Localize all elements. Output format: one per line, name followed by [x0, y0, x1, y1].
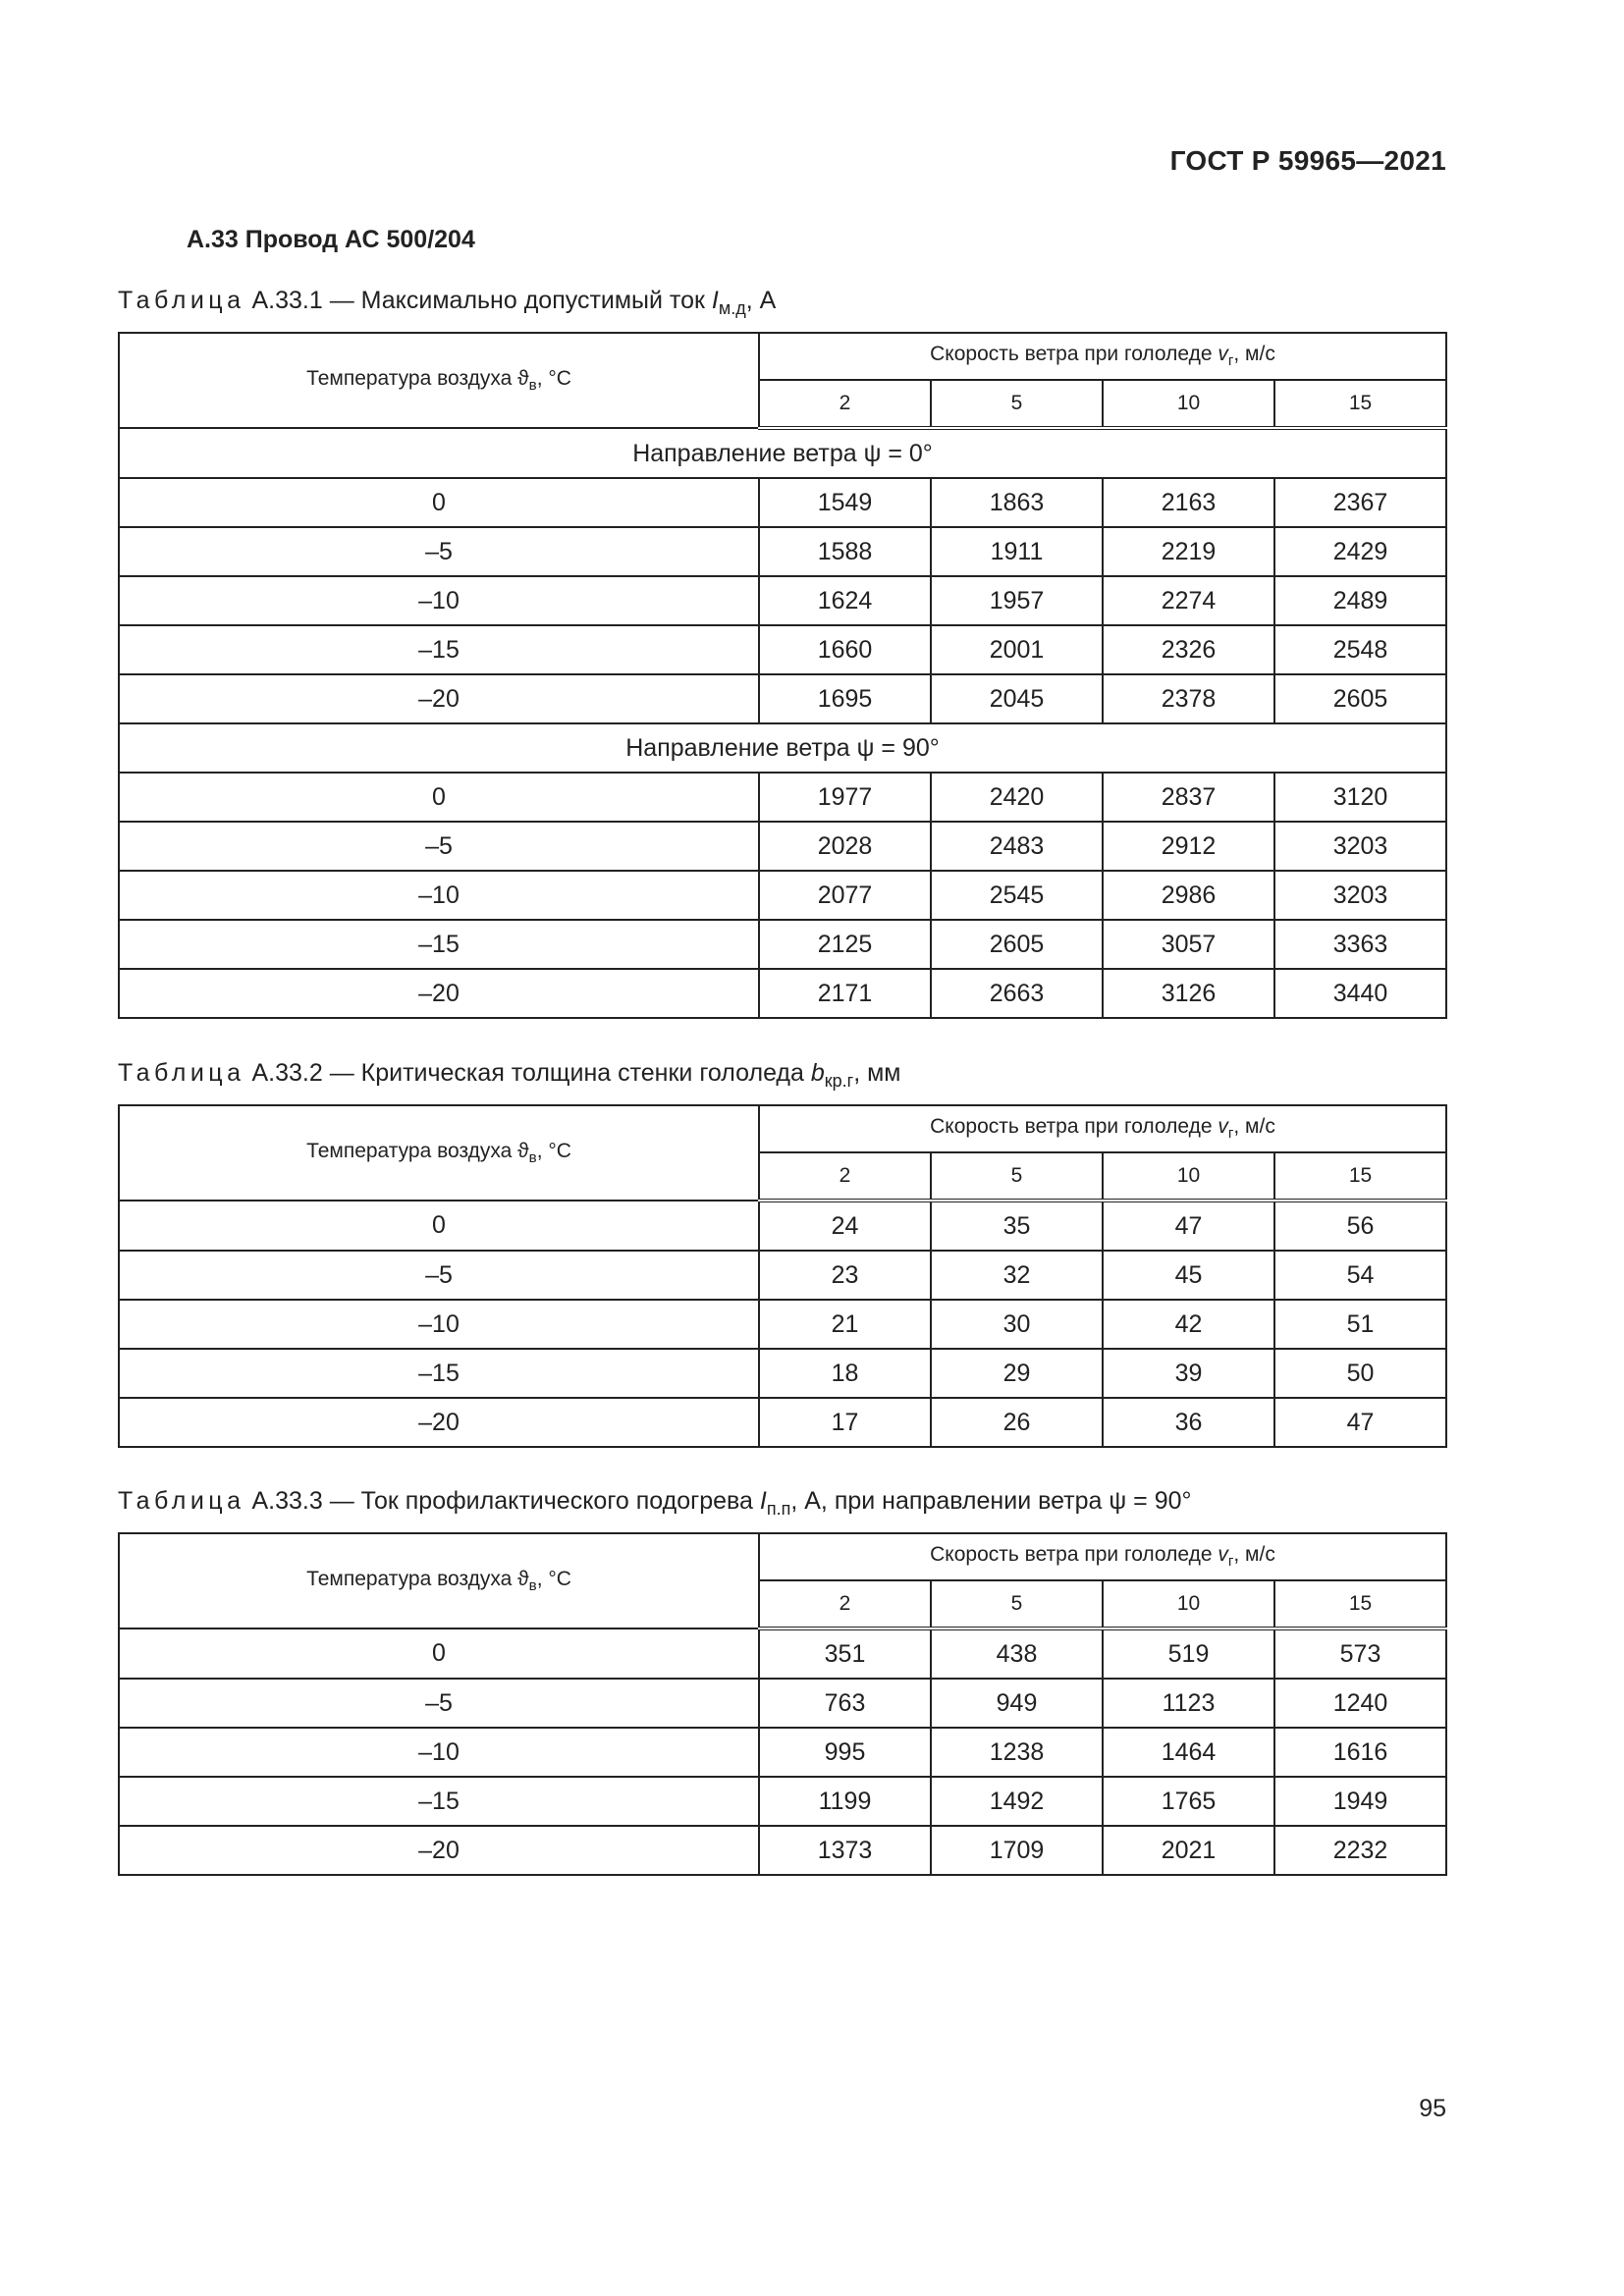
- table-row: [119, 773, 1446, 822]
- cell-value: 1588: [759, 527, 931, 576]
- table-row: [119, 1349, 1446, 1398]
- cell-value: 2429: [1274, 527, 1446, 576]
- cell-value: 2274: [1103, 576, 1274, 625]
- cell-value: 2219: [1103, 527, 1274, 576]
- cell-temperature: –20: [119, 969, 759, 1018]
- cell-value: 2378: [1103, 674, 1274, 723]
- cell-value: 3440: [1274, 969, 1446, 1018]
- caption-text: А.33.2 — Критическая толщина стенки гололеда: [251, 1059, 811, 1087]
- cell-value: 30: [931, 1300, 1103, 1349]
- table-row: [119, 920, 1446, 969]
- cell-value: 2663: [931, 969, 1103, 1018]
- header-wind-speed: Скорость ветра при гололеде $v_г$, м/с: [759, 1105, 1446, 1152]
- table-preventive-heating-current: [118, 1532, 1447, 1876]
- cell-value: 2483: [931, 822, 1103, 871]
- table-max-current: [118, 332, 1447, 1019]
- cell-value: 32: [931, 1251, 1103, 1300]
- cell-value: 36: [1103, 1398, 1274, 1447]
- table-row: [119, 969, 1446, 1018]
- group-label: Направление ветра ψ = 90°: [119, 723, 1446, 773]
- cell-value: 2545: [931, 871, 1103, 920]
- cell-value: 1373: [759, 1826, 931, 1875]
- caption-subscript: кр.г: [824, 1071, 854, 1091]
- table-body: [119, 1201, 1446, 1447]
- caption-subscript: п.п: [766, 1499, 791, 1519]
- cell-value: 995: [759, 1728, 931, 1777]
- caption-subscript: м.д: [718, 298, 746, 318]
- cell-temperature: –5: [119, 1251, 759, 1300]
- table-row: [119, 478, 1446, 527]
- cell-value: 573: [1274, 1629, 1446, 1679]
- group-row: [119, 723, 1446, 773]
- table-row: [119, 1728, 1446, 1777]
- cell-value: 1616: [1274, 1728, 1446, 1777]
- header-speed: 10: [1103, 1580, 1274, 1629]
- table-body: [119, 428, 1446, 1018]
- cell-value: 2837: [1103, 773, 1274, 822]
- header-speed: 15: [1274, 1580, 1446, 1629]
- cell-value: 3203: [1274, 871, 1446, 920]
- cell-value: 24: [759, 1201, 931, 1251]
- table-row: [119, 527, 1446, 576]
- cell-value: 1709: [931, 1826, 1103, 1875]
- caption-text: А.33.1 — Максимально допустимый ток: [251, 287, 712, 314]
- header-speed: 10: [1103, 380, 1274, 428]
- cell-value: 1492: [931, 1777, 1103, 1826]
- cell-value: 2077: [759, 871, 931, 920]
- cell-value: 42: [1103, 1300, 1274, 1349]
- cell-value: 17: [759, 1398, 931, 1447]
- cell-value: 2986: [1103, 871, 1274, 920]
- header-temperature: Температура воздуха $ϑ_в$, °C: [119, 1105, 759, 1201]
- cell-value: 1911: [931, 527, 1103, 576]
- table-row: [119, 1777, 1446, 1826]
- caption-symbol: I: [711, 287, 719, 314]
- cell-value: 21: [759, 1300, 931, 1349]
- cell-value: 2125: [759, 920, 931, 969]
- header-temperature: Температура воздуха $ϑ_в$, °C: [119, 1533, 759, 1629]
- cell-value: 45: [1103, 1251, 1274, 1300]
- cell-value: 39: [1103, 1349, 1274, 1398]
- cell-value: 1549: [759, 478, 931, 527]
- cell-value: 2001: [931, 625, 1103, 674]
- table-row: [119, 1629, 1446, 1679]
- cell-value: 1240: [1274, 1679, 1446, 1728]
- cell-value: 2489: [1274, 576, 1446, 625]
- cell-value: 1695: [759, 674, 931, 723]
- cell-temperature: –15: [119, 920, 759, 969]
- cell-value: 1199: [759, 1777, 931, 1826]
- header-wind-speed: Скорость ветра при гололеде $v_г$, м/с: [759, 333, 1446, 380]
- cell-value: 3057: [1103, 920, 1274, 969]
- header-speed: 5: [931, 1152, 1103, 1201]
- cell-value: 29: [931, 1349, 1103, 1398]
- header-temperature: Температура воздуха $ϑ_в$, °C: [119, 333, 759, 428]
- caption-symbol: I: [759, 1487, 767, 1515]
- cell-value: 1660: [759, 625, 931, 674]
- header-speed: 5: [931, 1580, 1103, 1629]
- caption-unit: , мм: [853, 1059, 901, 1087]
- table-row: [119, 674, 1446, 723]
- cell-value: 2021: [1103, 1826, 1274, 1875]
- header-speed: 5: [931, 380, 1103, 428]
- cell-value: 2548: [1274, 625, 1446, 674]
- table-row: [119, 822, 1446, 871]
- cell-temperature: –20: [119, 1398, 759, 1447]
- table-row: [119, 576, 1446, 625]
- cell-value: 50: [1274, 1349, 1446, 1398]
- cell-value: 438: [931, 1629, 1103, 1679]
- table-row: [119, 1679, 1446, 1728]
- cell-value: 35: [931, 1201, 1103, 1251]
- cell-value: 1977: [759, 773, 931, 822]
- cell-value: 2605: [931, 920, 1103, 969]
- cell-value: 949: [931, 1679, 1103, 1728]
- cell-value: 3126: [1103, 969, 1274, 1018]
- header-speed: 2: [759, 1152, 931, 1201]
- cell-value: 51: [1274, 1300, 1446, 1349]
- cell-value: 2171: [759, 969, 931, 1018]
- cell-value: 1624: [759, 576, 931, 625]
- cell-value: 2232: [1274, 1826, 1446, 1875]
- document-code: ГОСТ Р 59965—2021: [1169, 145, 1446, 176]
- cell-temperature: 0: [119, 773, 759, 822]
- cell-value: 54: [1274, 1251, 1446, 1300]
- cell-temperature: –5: [119, 527, 759, 576]
- caption-symbol: b: [810, 1059, 825, 1087]
- cell-value: 2912: [1103, 822, 1274, 871]
- table-row: [119, 1300, 1446, 1349]
- cell-value: 1957: [931, 576, 1103, 625]
- cell-value: 351: [759, 1629, 931, 1679]
- cell-value: 1765: [1103, 1777, 1274, 1826]
- table-critical-ice-thickness: [118, 1104, 1447, 1448]
- cell-temperature: 0: [119, 478, 759, 527]
- page-number: 95: [1419, 2095, 1446, 2122]
- table-row: [119, 1826, 1446, 1875]
- cell-value: 2367: [1274, 478, 1446, 527]
- cell-value: 1123: [1103, 1679, 1274, 1728]
- group-label: Направление ветра ψ = 0°: [119, 428, 1446, 478]
- header-speed: 15: [1274, 380, 1446, 428]
- cell-temperature: –15: [119, 1349, 759, 1398]
- table-row: [119, 1398, 1446, 1447]
- cell-value: 2163: [1103, 478, 1274, 527]
- cell-value: 2605: [1274, 674, 1446, 723]
- cell-temperature: –10: [119, 871, 759, 920]
- cell-temperature: –10: [119, 1300, 759, 1349]
- header-wind-speed: Скорость ветра при гололеде $v_г$, м/с: [759, 1533, 1446, 1580]
- cell-value: 1238: [931, 1728, 1103, 1777]
- table-caption: [118, 1487, 1192, 1520]
- cell-value: 3203: [1274, 822, 1446, 871]
- cell-temperature: –10: [119, 576, 759, 625]
- caption-label: Таблица: [118, 1487, 245, 1515]
- cell-value: 2028: [759, 822, 931, 871]
- header-speed: 2: [759, 1580, 931, 1629]
- caption-label: Таблица: [118, 287, 245, 314]
- cell-value: 1949: [1274, 1777, 1446, 1826]
- cell-temperature: 0: [119, 1201, 759, 1251]
- cell-value: 3363: [1274, 920, 1446, 969]
- caption-unit: , А: [745, 287, 777, 314]
- cell-value: 18: [759, 1349, 931, 1398]
- cell-value: 1464: [1103, 1728, 1274, 1777]
- cell-temperature: –15: [119, 625, 759, 674]
- group-row: [119, 428, 1446, 478]
- header-speed: 2: [759, 380, 931, 428]
- cell-value: 47: [1103, 1201, 1274, 1251]
- cell-value: 26: [931, 1398, 1103, 1447]
- caption-text: А.33.3 — Ток профилактического подогрева: [251, 1487, 760, 1515]
- caption-unit: , А, при направлении ветра ψ = 90°: [790, 1487, 1192, 1515]
- cell-temperature: –5: [119, 1679, 759, 1728]
- cell-value: 2326: [1103, 625, 1274, 674]
- cell-temperature: –15: [119, 1777, 759, 1826]
- cell-value: 23: [759, 1251, 931, 1300]
- cell-temperature: 0: [119, 1629, 759, 1679]
- cell-value: 2420: [931, 773, 1103, 822]
- table-row: [119, 871, 1446, 920]
- table-row: [119, 1251, 1446, 1300]
- section-title: А.33 Провод АС 500/204: [187, 226, 475, 253]
- cell-temperature: –10: [119, 1728, 759, 1777]
- cell-value: 3120: [1274, 773, 1446, 822]
- caption-label: Таблица: [118, 1059, 245, 1087]
- cell-value: 2045: [931, 674, 1103, 723]
- cell-value: 56: [1274, 1201, 1446, 1251]
- table-caption: [118, 1059, 901, 1092]
- cell-value: 763: [759, 1679, 931, 1728]
- table-row: [119, 625, 1446, 674]
- header-speed: 10: [1103, 1152, 1274, 1201]
- table-body: [119, 1629, 1446, 1875]
- table-row: [119, 1201, 1446, 1251]
- cell-value: 519: [1103, 1629, 1274, 1679]
- table-caption: [118, 287, 776, 319]
- cell-temperature: –5: [119, 822, 759, 871]
- header-speed: 15: [1274, 1152, 1446, 1201]
- cell-value: 47: [1274, 1398, 1446, 1447]
- cell-value: 1863: [931, 478, 1103, 527]
- cell-temperature: –20: [119, 674, 759, 723]
- cell-temperature: –20: [119, 1826, 759, 1875]
